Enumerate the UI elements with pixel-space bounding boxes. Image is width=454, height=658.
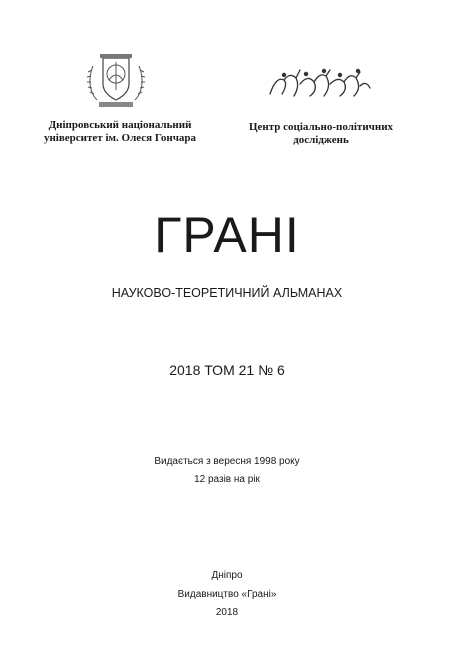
university-emblem-icon (85, 50, 147, 110)
publication-frequency: 12 разів на рік (194, 474, 260, 485)
center-name (236, 121, 406, 147)
university-name-line1: Дніпровський національний (48, 119, 192, 131)
center-name-line2: досліджень (293, 134, 349, 146)
imprint-year: 2018 (215, 607, 239, 618)
publication-since: Видається з вересня 1998 року (154, 456, 300, 467)
dancers-logo-icon (266, 66, 374, 100)
almanac-title: ГРАНІ (154, 207, 300, 263)
issue-info: 2018 ТОМ 21 № 6 (169, 362, 285, 378)
university-name (40, 119, 200, 145)
center-name-line1: Центр соціально-політичних (248, 121, 394, 133)
university-name-line2: університет ім. Олеся Гончара (43, 132, 197, 144)
imprint-publisher: Видавництво «Грані» (177, 589, 277, 600)
almanac-subtitle: НАУКОВО-ТЕОРЕТИЧНИЙ АЛЬМАНАХ (111, 286, 343, 300)
imprint-city: Дніпро (211, 570, 243, 581)
